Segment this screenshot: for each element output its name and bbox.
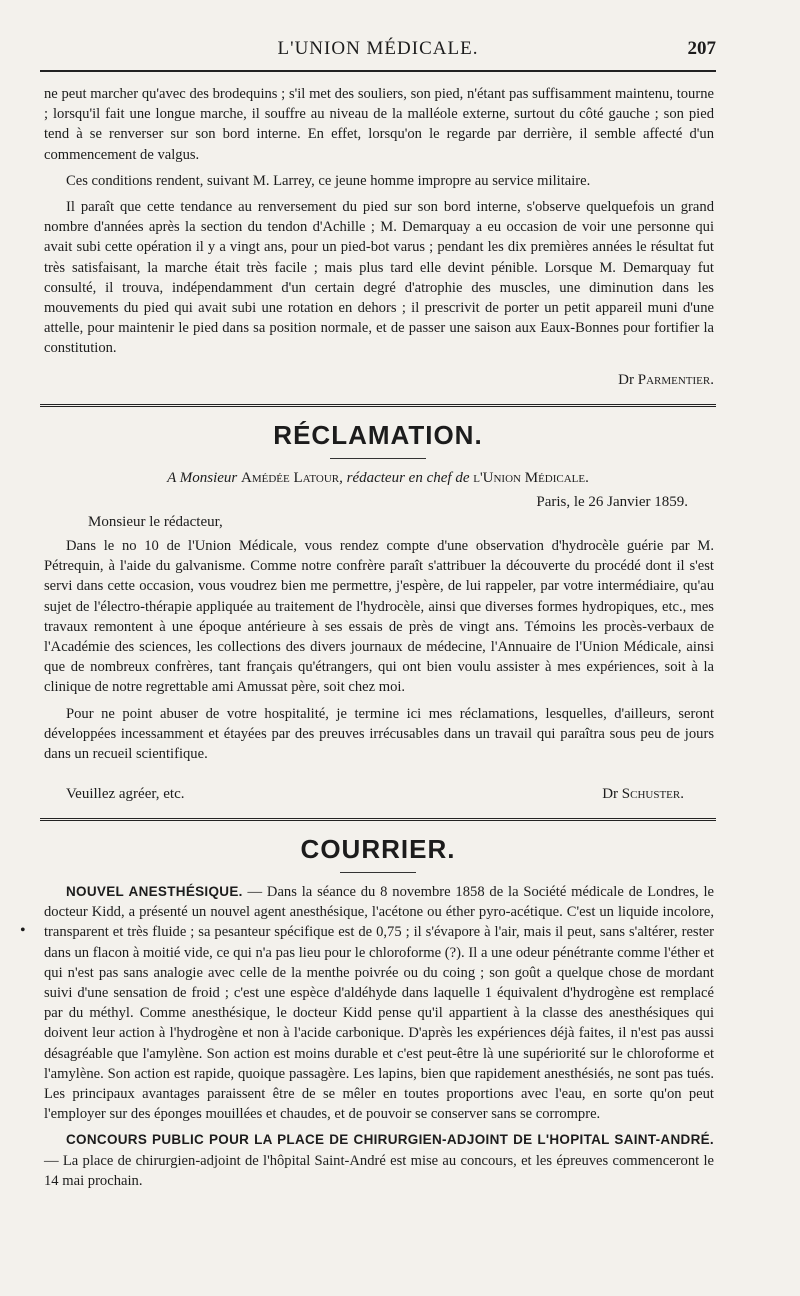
reclamation-letter (44, 536, 714, 770)
running-title: L'UNION MÉDICALE. (277, 38, 479, 59)
signature-prefix: Dr (618, 372, 634, 388)
paragraph: ne peut marcher qu'avec des brodequins ; s'il met des souliers, son pied, n'étant pas suffisamment maintenu, tourne ; lorsqu'il fait une longue marche, il souffre au niveau de la malléole externe, surtout du côté gauche ; son pied tend à se renverser sur son bord interne. En effet, lorsqu'on le regarde par derrière, il semble affecté d'un commencement de valgus. (44, 86, 714, 163)
section-divider (40, 818, 716, 824)
item-text: — Dans la séance du 8 novembre 1858 de la Société médicale de Londres, le docteur Kidd, a présenté un nouvel agent anesthésique, l'acétone ou éther pyro-acétique. C'est un liquide incolore, transparent et très fluide ; sa pesanteur spécifique est de 0,75 ; il s'évapore à l'air, mais il peut, sans s'altérer, rester dans un flacon à moitié vide, ce qui n'a pas lieu pour le chloroforme (?). Il a une odeur pénétrante comme l'éther et qui n'est pas sans analogie avec celle de la menthe poivrée ou du coing ; son goût a quelque chose de mordant suivi d'une sensation de froid ; c'est une espèce d'aldéhyde dans laquelle 1 équivalent d'hydrogène est remplacé par du méthyl. Comme anesthésique, le docteur Kidd pense qu'il appartient à la classe des anesthésiques qui doivent leur action à l'hydrogène et non à l'acide carbonique. D'après les expériences déjà faites, il n'est pas aussi désagréable que l'amylène. Son action est moins durable et c'est peut-être là une supériorité sur le chloroforme et l'amylène. Son action est rapide, quoique passagère. Les lapins, bien que rapidement anesthésiés, ne sont pas tués. Les principaux avantages paraissent être de se mêler en toutes proportions avec l'eau, en sorte qu'on peut l'employer sur des éponges mouillées et chaudes, et de pouvoir se conserver sans se corrompre. (44, 884, 715, 1123)
signature-name: Schuster. (621, 786, 684, 802)
item-heading: CONCOURS PUBLIC POUR LA PLACE DE CHIRURGIEN-ADJOINT DE L'HOPITAL SAINT-ANDRÉ. (66, 1132, 714, 1148)
paragraph: Il paraît que cette tendance au renversement du pied sur son bord interne, s'observe quelquefois un grand nombre d'années après la section du tendon d'Achille ; M. Demarquay a eu occasion de voir une personne qui avait subi cette opération il y a vingt ans, pour un pied-bot varus ; pendant les dix premières années le résultat fut très satisfaisant, la marche était très facile ; mais plus tard elle devint pénible. Lorsque M. Demarquay fut consulté, il trouva, indépendamment d'un certain degré d'atrophie des muscles, une diminution dans les mouvements du pied qui avait subi une rotation en dehors ; il prescrivit de porter un petit appareil muni d'une attelle, pour maintenir le pied dans sa position normale, et de passer une saison aux Eaux-Bonnes pour fortifier la constitution. (44, 199, 714, 357)
section-divider (40, 404, 716, 410)
page-header (40, 38, 716, 68)
addressee-journal: l'Union Médicale. (473, 470, 589, 486)
article-parmentier (44, 84, 714, 365)
signature-prefix: Dr (602, 786, 619, 802)
signature-name: Parmentier. (637, 372, 714, 388)
closing-row (44, 786, 714, 803)
page-number: 207 (687, 38, 716, 59)
paragraph: Pour ne point abuser de votre hospitalité, je termine ici mes réclamations, lesquelles, d'ailleurs, seront développées incessamment et étayées par des preuves irrécusables dans un travail qui paraîtra sous peu de jours dans un recueil scientifique. (44, 705, 714, 763)
section-title-reclamation: RÉCLAMATION. (273, 420, 483, 450)
item-heading: NOUVEL ANESTHÉSIQUE. (66, 884, 243, 899)
paragraph: Ces conditions rendent, suivant M. Larrey, ce jeune homme impropre au service militaire. (66, 172, 591, 189)
addressee-line (40, 470, 716, 487)
addressee-a: A Monsieur (167, 470, 238, 486)
section-title-courrier: COURRIER. (300, 834, 456, 864)
dateline: Paris, le 26 Janvier 1859. (536, 494, 688, 510)
title-underline (340, 872, 416, 873)
addressee-name: Amédée Latour (241, 470, 340, 486)
title-underline (330, 458, 426, 459)
courrier-item (44, 882, 714, 1124)
signature-parmentier (618, 372, 714, 389)
salutation: Monsieur le rédacteur, (88, 514, 223, 530)
addressee-b: , rédacteur en chef de (339, 470, 470, 486)
signature-schuster (602, 786, 684, 803)
margin-mark: • (20, 922, 26, 939)
courrier-item (44, 1130, 714, 1191)
item-text: — La place de chirurgien-adjoint de l'hôpital Saint-André est mise au concours, et les épreuves commenceront le 14 mai prochain. (44, 1152, 714, 1189)
header-rule (40, 70, 716, 72)
paragraph: Dans le no 10 de l'Union Médicale, vous rendez compte d'une observation d'hydrocèle guérie par M. Pétrequin, à l'aide du galvanisme. Comme notre confrère paraît s'attribuer la découverte du procédé dont il s'est servi dans cette occasion, vous voudrez bien me permettre, j'espère, de lui rappeler, par votre intermédiaire, qu'au sujet de l'électro-thérapie appliquée au traitement de l'hydrocèle, ainsi que diverses formes hydropiques, etc., mes travaux remontent à une époque antérieure à ses essais de près de vingt ans. Témoins les procès-verbaux de l'Académie des sciences, les collections des divers journaux de médecine, l'Annuaire de l'Union Médicale, ainsi que de nombreux confrères, tant français qu'étrangers, qui ont bien voulu assister à mes expériences, soit à la clinique de notre regrettable ami Amussat père, soit chez moi. (44, 538, 714, 696)
courrier-items (44, 882, 714, 1197)
closing: Veuillez agréer, etc. (66, 786, 185, 802)
